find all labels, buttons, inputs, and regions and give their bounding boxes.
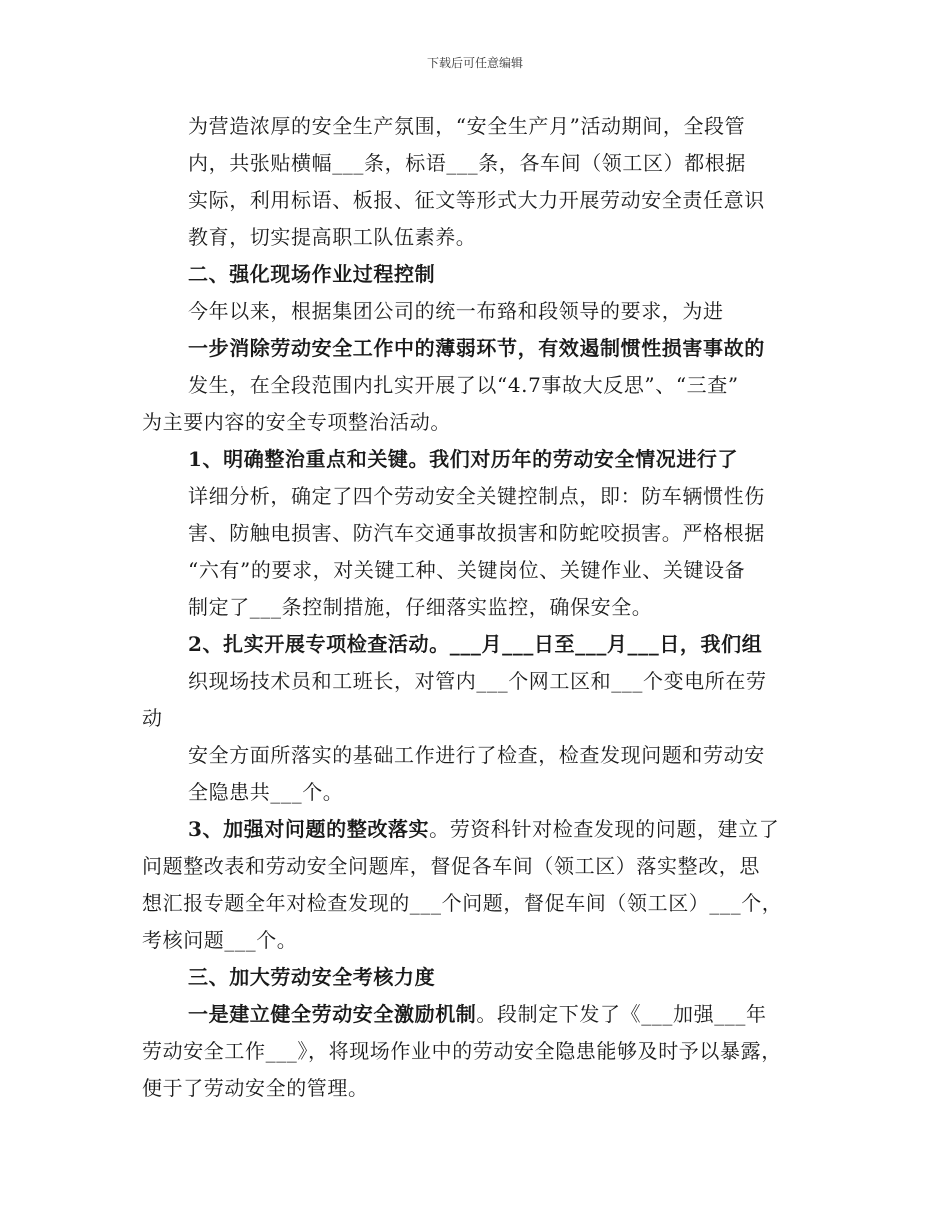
- subsection-lead: 一是建立健全劳动安全激励机制: [188, 1002, 477, 1026]
- subsection-rest: 。段制定下发了《___加强___年: [476, 1002, 767, 1026]
- subsection-heading: 2、扎实开展专项检查活动。___月___日至___月___日，我们组: [188, 632, 763, 656]
- body-line: 动: [142, 706, 163, 730]
- body-line: 想汇报专题全年对检查发现的___个问题，督促车间（领工区）___个，: [142, 891, 783, 915]
- body-line: 安全方面所落实的基础工作进行了检查，检查发现问题和劳动安: [188, 743, 765, 767]
- document-body: [142, 108, 812, 1107]
- page-header: 下载后可任意编辑: [426, 56, 523, 70]
- body-line: 制定了___条控制措施，仔细落实监控，确保安全。: [188, 595, 653, 619]
- body-line: 今年以来，根据集团公司的统一布臵和段领导的要求，为进: [188, 299, 724, 323]
- body-line: 发生，在全段范围内扎实开展了以“4.7事故大反思”、“三查”: [188, 373, 739, 397]
- body-line: 考核问题___个。: [142, 928, 298, 952]
- body-line: 织现场技术员和工班长，对管内___个网工区和___个变电所在劳: [188, 669, 767, 693]
- section-heading: 三、加大劳动安全考核力度: [188, 965, 436, 989]
- body-line: 实际，利用标语、板报、征文等形式大力开展劳动安全责任意识: [188, 188, 765, 212]
- body-line-mixed: [142, 811, 812, 848]
- body-line-mixed: [142, 996, 812, 1033]
- body-line: 为主要内容的安全专项整治活动。: [142, 410, 451, 434]
- body-line: 为营造浓厚的安全生产氛围，“安全生产月”活动期间，全段管: [188, 114, 746, 138]
- section-heading: 二、强化现场作业过程控制: [188, 262, 436, 286]
- body-line: “六有”的要求，对关键工种、关键岗位、关键作业、关键设备: [188, 558, 746, 582]
- body-line: 问题整改表和劳动安全问题库，督促各车间（领工区）落实整改，思: [142, 854, 760, 878]
- body-line: 内，共张贴横幅___条，标语___条，各车间（领工区）都根据: [188, 151, 746, 175]
- body-line: 害、防触电损害、防汽车交通事故损害和防蛇咬损害。严格根据: [188, 521, 765, 545]
- body-line: 教育，切实提高职工队伍素养。: [188, 225, 477, 249]
- subsection-rest: 。劳资科针对检查发现的问题，建立了: [429, 817, 780, 841]
- body-line: 劳动安全工作___》，将现场作业中的劳动安全隐患能够及时予以暴露，: [142, 1039, 782, 1063]
- body-line-bold: 一步消除劳动安全工作中的薄弱环节，有效遏制惯性损害事故的: [188, 336, 765, 360]
- body-line: 便于了劳动安全的管理。: [142, 1076, 369, 1100]
- body-line: 详细分析，确定了四个劳动安全关键控制点，即：防车辆惯性伤: [188, 484, 765, 508]
- body-line: 全隐患共___个。: [188, 780, 344, 804]
- subsection-heading: 1、明确整治重点和关键。我们对历年的劳动安全情况进行了: [188, 447, 739, 471]
- subsection-lead: 3、加强对问题的整改落实: [188, 817, 430, 841]
